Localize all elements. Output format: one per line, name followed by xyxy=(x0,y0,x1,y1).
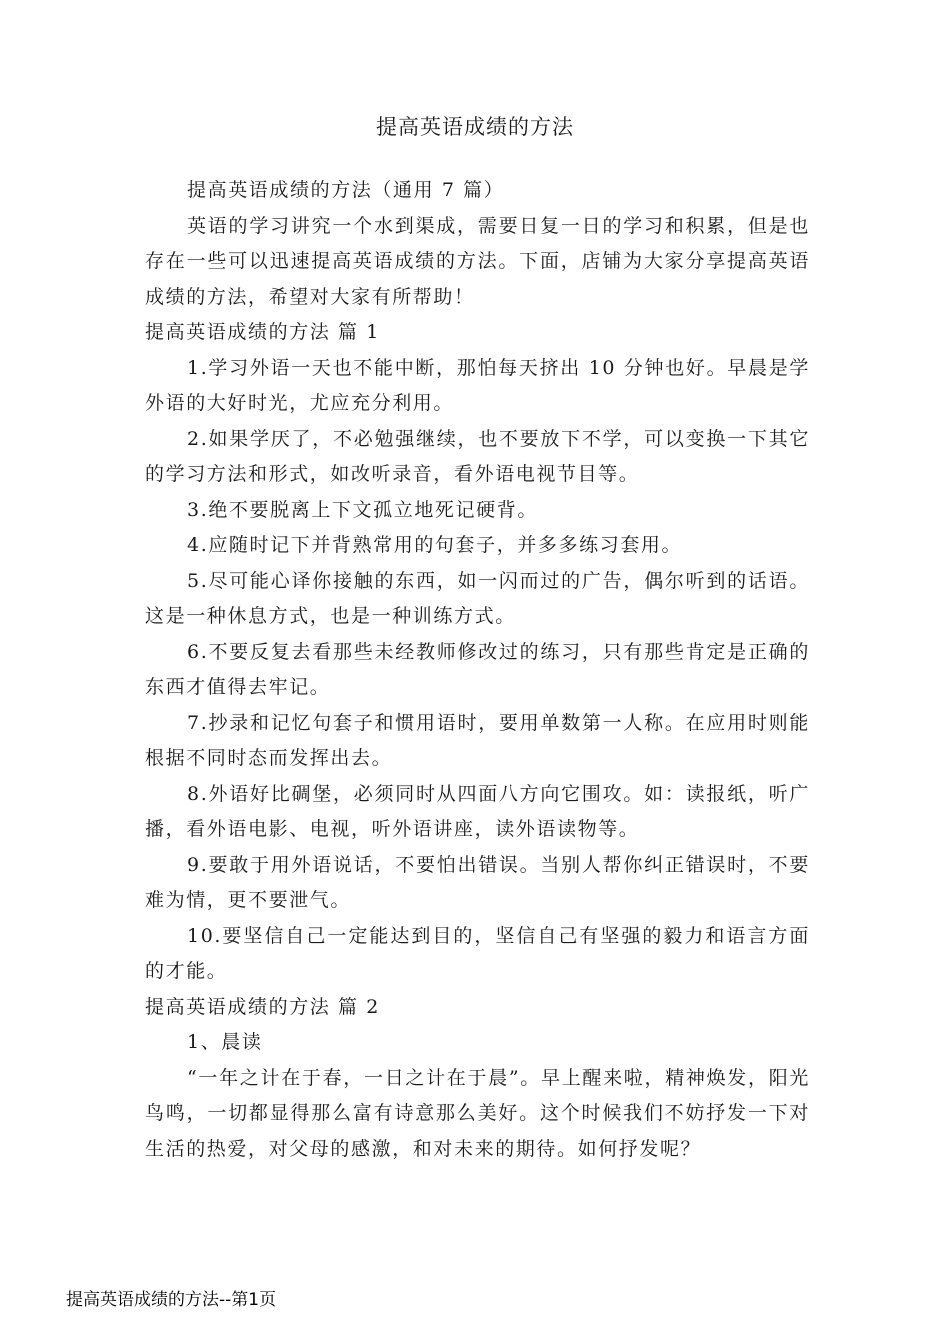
section-1-item-2: 2.如果学厌了，不必勉强继续，也不要放下不学，可以变换一下其它的学习方法和形式，如改听录音，看外语电视节目等。 xyxy=(145,427,810,485)
section-1-item-8: 8.外语好比碉堡，必须同时从四面八方向它围攻。如：读报纸，听广播，看外语电影、电视，听外语讲座，读外语读物等。 xyxy=(145,782,810,840)
document-title: 提高英语成绩的方法 xyxy=(376,115,574,139)
section-1-item-7: 7.抄录和记忆句套子和惯用语时，要用单数第一人称。在应用时则能根据不同时态而发挥出去。 xyxy=(145,711,810,769)
section-1-item-4: 4.应随时记下并背熟常用的句套子，并多多练习套用。 xyxy=(187,534,683,556)
document-subtitle: 提高英语成绩的方法（通用 7 篇） xyxy=(187,179,505,201)
page-footer: 提高英语成绩的方法--第1页 xyxy=(66,1290,277,1310)
section-1-item-10: 10.要坚信自己一定能达到目的，坚信自己有坚强的毅力和语言方面的才能。 xyxy=(145,924,810,982)
intro-paragraph: 英语的学习讲究一个水到渠成，需要日复一日的学习和积累，但是也存在一些可以迅速提高英语成绩的方法。下面，店铺为大家分享提高英语成绩的方法，希望对大家有所帮助！ xyxy=(145,214,810,308)
section-1-item-6: 6.不要反复去看那些未经教师修改过的练习，只有那些肯定是正确的东西才值得去牢记。 xyxy=(145,640,810,698)
section-2-sub-heading: 1、晨读 xyxy=(187,1031,263,1053)
section-2-heading: 提高英语成绩的方法 篇 2 xyxy=(145,995,380,1018)
section-1-item-1: 1.学习外语一天也不能中断，那怕每天挤出 10 分钟也好。早晨是学外语的大好时光，尤应充分利用。 xyxy=(145,356,810,414)
section-2-paragraph: “一年之计在于春，一日之计在于晨”。早上醒来啦，精神焕发，阳光鸟鸣，一切都显得那么富有诗意那么美好。这个时候我们不妨抒发一下对生活的热爱，对父母的感激，和对未来的期待。如何抒发呢？ xyxy=(145,1066,810,1160)
section-1-item-5: 5.尽可能心译你接触的东西，如一闪而过的广告，偶尔听到的话语。这是一种休息方式，也是一种训练方式。 xyxy=(145,569,810,627)
section-1-item-9: 9.要敢于用外语说话，不要怕出错误。当别人帮你纠正错误时，不要难为情，更不要泄气。 xyxy=(145,853,810,911)
document-body xyxy=(145,173,810,1167)
section-1-heading: 提高英语成绩的方法 篇 1 xyxy=(145,321,380,343)
section-1-item-3: 3.绝不要脱离上下文孤立地死记硬背。 xyxy=(187,498,538,521)
